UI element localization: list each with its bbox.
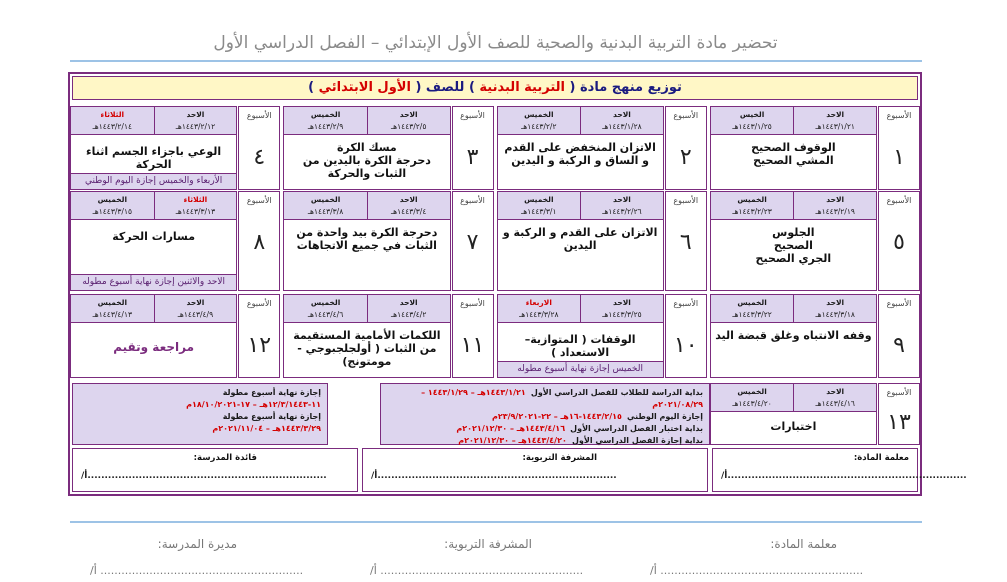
week-number: ٥ [893,230,905,255]
week-start-date: ١٤٤٣/٢/١٩هـ [815,207,855,216]
week-content-cell [497,106,664,190]
week-start-day: الاحد [186,298,205,307]
week-start [580,107,663,135]
week-content-cell [70,294,237,378]
signature-principal: قائدة المدرسة: /أ...................................................................... [72,448,358,492]
week-start-date: ١٤٤٣/٢/١٢هـ [175,122,216,131]
week-end-date: ١٤٤٣/٢/٢٣هـ [732,207,772,216]
week-start [793,107,876,135]
week-number: ٩ [893,333,905,358]
week-end-day: الخميس [310,110,341,119]
week-number: ١١ [460,333,485,358]
week-end-day: الخميس [737,195,767,204]
week-end-date: ١٤٤٣/٤/٦هـ [307,310,344,319]
week-content-cell [710,191,877,291]
week-topic: الاتزان على القدم و الركبة و اليدين [502,226,658,252]
week-start-day: الاحد [612,110,631,119]
week-start-date: ١٤٤٣/١/٢١هـ [815,122,855,131]
week-start-day: الاحد [826,110,845,119]
week-number: ١٢ [247,333,272,358]
week-number: ١٣ [887,410,911,435]
week-dates-header [498,295,663,323]
week-start-day: الاحد [612,195,631,204]
week-dates-header [284,192,449,220]
week-label: الأسبوع [886,388,912,397]
week-number: ٨ [253,230,266,255]
week-content-cell [710,106,877,190]
semester-dates-box: بداية الدراسة للطلاب للفصل الدراسي الأول ١٤٤٣/١/٢١هـ – ١٤٤٣/١/٢٩ – ٢٠٢١/٠٨/٢٩م إجازة اليوم الوطني ١٤٤٣/٢/١٥-١٦هـ – ٢٢-٢٣/٩/٢٠٢١م بداية اختبار الفصل الدراسي الأول ١٤٤٣/٤/١٦هـ – ٢٠٢١/١٢/٣٠م بداية إجازة الفصل الدراسي الأول ١٤٤٣/٤/٢٠هـ – ٢٠٢١/١٢/٣٠م [380,383,710,445]
week-number: ٤ [253,145,266,170]
week-label: الأسبوع [673,196,699,205]
week-start-day: الاحد [826,387,845,396]
week-label: الأسبوع [673,111,699,120]
week-label: الأسبوع [460,196,485,205]
banner-text: توزيع منهج مادة ( [569,80,682,95]
footer-teacher-label: معلمة المادة: [770,537,837,551]
week-label: الأسبوع [460,111,485,120]
week-end [498,295,581,323]
week-end [71,192,154,220]
week-topic: مراجعة وتقيم [113,340,195,354]
week-start-date: ١٤٤٣/٣/١٣هـ [175,207,216,216]
week-start [793,295,876,323]
week-end [284,295,367,323]
holidays-box: إجازة نهاية أسبوع مطولة ١١-١٢/٣/١٤٤٣هـ – ١٧-١٨/١٠/٢٠٢١م إجازة نهاية أسبوع مطولة ١٤٤٣/٣/٢٩هـ – ٢٠٢١/١١/٠٤م [72,383,328,445]
week-content-cell [283,106,450,190]
week-start-date: ١٤٤٣/٢/٥هـ [390,122,427,131]
week-number: ١ [893,145,905,170]
week-start-date: ١٤٤٣/٤/٢هـ [390,310,427,319]
week-start-date: ١٤٤٣/٢/٢٦هـ [602,207,642,216]
week-end-date: ١٤٤٣/٤/٢٠هـ [732,399,772,408]
week-end [711,107,794,135]
week-start-date: ١٤٤٣/٣/٤هـ [390,207,427,216]
week-number-cell [452,106,494,190]
week-end-date: ١٤٤٣/٤/١٣هـ [92,310,133,319]
week-end-day: الخيس [739,110,765,119]
week-dates-header [498,192,663,220]
week-start-day: الثلاثاء [183,195,208,204]
week-number-cell [665,191,707,291]
week-start [154,107,237,135]
week-label: الأسبوع [886,299,912,308]
week-dates-header [711,192,876,220]
week-end [284,192,367,220]
week-label: الأسبوع [886,111,912,120]
week-end [711,295,794,323]
week-end-date: ١٤٤٣/١/٢٥هـ [732,122,772,131]
week-dates-header [711,107,876,135]
week-note: الخميس إجازة نهاية أسبوع مطوله [498,361,663,377]
week-start-day: الاحد [826,195,845,204]
week-start [793,384,876,412]
week-end-date: ١٤٤٣/٢/١٤هـ [92,122,133,131]
footer-rule [70,521,922,523]
week-number-cell [878,191,920,291]
week-end [284,107,367,135]
week-number: ٦ [679,230,692,255]
week-end [711,384,794,412]
week-topic: اللكمات الأمامية المستقيمة من الثبات ( أولجلجبوجي - مومتونج) [293,329,441,368]
banner-text: ) [308,80,315,95]
week-number: ١٠ [673,333,698,358]
week-start [793,192,876,220]
week-start-date: ١٤٤٣/٤/١٦هـ [815,399,855,408]
footer-supervisor-label: المشرفة التربوية: [444,537,532,551]
week-end-day: الخميس [737,298,767,307]
week-number-cell [238,191,280,291]
banner-grade: الأول الابتدائي [318,80,411,95]
week-start [580,295,663,323]
week-end [711,192,794,220]
week-end-day: الخميس [310,298,341,307]
week-content-cell [70,191,237,291]
week-start-day: الاحد [399,195,418,204]
week-content-cell [710,294,877,378]
week-number-cell [878,294,920,378]
week-dates-header [71,295,236,323]
week-number-cell [238,294,280,378]
week-start-date: ١٤٤٣/١/٢٨هـ [602,122,642,131]
week-content-cell [497,191,664,291]
title-underline [70,60,922,62]
curriculum-table [68,72,967,496]
week-start-day: الاحد [826,298,845,307]
week-topic: الاتزان المنخفض على القدم و الساق و الركبة و اليدين [504,141,656,167]
week-end [71,295,154,323]
week-content-cell [497,294,664,378]
week-end-day: الخميس [737,387,767,396]
banner-subject: التربية البدنية [479,80,565,95]
week-content-cell [70,106,237,190]
week-note: الأربعاء والخميس إجازة اليوم الوطني [71,173,236,189]
signature-teacher: معلمة المادة: /أ...................................................................... [712,448,918,492]
week-content-cell [283,191,450,291]
banner-text: ) للصف ( [415,80,475,95]
week-dates-header [498,107,663,135]
week-end-date: ١٤٤٣/٢/٢هـ [521,122,557,131]
week-start-day: الاحد [399,298,418,307]
week-end-day: الثلاثاء [100,110,125,119]
week-end-date: ١٤٤٣/٢/٩هـ [307,122,344,131]
week-label: الأسبوع [886,196,912,205]
week-label: الأسبوع [246,299,272,308]
week-label: الأسبوع [673,299,699,308]
week-end-day: الخميس [524,195,554,204]
week-number-cell [238,106,280,190]
week-start-date: ١٤٤٣/٣/١٨هـ [815,310,855,319]
footer-teacher-dots: /أ .......................................................... [650,564,864,577]
footer-principal-label: مديرة المدرسة: [157,537,237,551]
week-end-date: ١٤٤٣/٣/١٥هـ [92,207,133,216]
week-topic: اختبارات [770,420,817,433]
week-number-cell [665,106,707,190]
week-number-cell [452,294,494,378]
week-note: الاحد والاثنين إجازة نهاية أسبوع مطوله [71,274,236,290]
week-start [367,192,450,220]
footer-principal-dots: /أ .......................................................... [90,564,304,577]
week-start-date: ١٤٤٣/٤/٩هـ [177,310,214,319]
week-topic: مسارات الحركة [112,230,196,243]
week-start-date: ١٤٤٣/٣/٢٥هـ [602,310,642,319]
week-start [154,295,237,323]
week-end-date: ١٤٤٣/٣/١هـ [521,207,557,216]
week-number-cell [452,191,494,291]
week-content-cell [710,383,877,445]
week-dates-header [71,107,236,135]
week-topic: وقفه الانتباه وغلق قبضة اليد [715,329,872,342]
week-start [580,192,663,220]
week-label: الأسبوع [460,299,485,308]
week-topic: الوعي باجزاء الجسم اثناء الحركة [86,145,222,171]
week-end-date: ١٤٤٣/٣/٢٢هـ [732,310,772,319]
week-label: الأسبوع [246,111,272,120]
week-end-day: الخميس [310,195,341,204]
week-start [367,107,450,135]
week-end [498,192,581,220]
week-start-day: الاحد [612,298,631,307]
week-end-day: الخميس [97,195,128,204]
week-end [498,107,581,135]
week-number: ٣ [466,145,479,170]
week-topic: الوقفات ( المتوازية– الاستعداد ) [524,333,636,359]
signature-supervisor: المشرفة التربوية: /أ...................................................................... [362,448,708,492]
week-dates-header [284,107,449,135]
week-label: الأسبوع [246,196,272,205]
week-dates-header [711,384,876,412]
footer-supervisor-dots: /أ .......................................................... [370,564,584,577]
week-number: ٧ [466,230,479,255]
week-dates-header [71,192,236,220]
week-end-date: ١٤٤٣/٣/٢٨هـ [519,310,559,319]
week-start [154,192,237,220]
week-end-day: الخميس [97,298,128,307]
week-end-day: الخميس [524,110,554,119]
week-end [71,107,154,135]
week-dates-header [711,295,876,323]
week-start-day: الاحد [399,110,418,119]
week-content-cell [283,294,450,378]
week-number-cell [878,383,920,445]
page-title: تحضير مادة التربية البدنية والصحية للصف الأول الإبتدائي – الفصل الدراسي الأول [213,33,778,53]
week-start [367,295,450,323]
week-end-day: الاربعاء [525,298,552,307]
week-number: ٢ [679,145,692,170]
week-topic: الجلوس الصحيح الجري الصحيح [755,226,832,265]
week-number-cell [665,294,707,378]
week-start-day: الاحد [186,110,205,119]
table-banner [72,76,918,100]
week-topic: مسك الكرة دحرجة الكرة باليدين من الثبات والحركة [302,141,431,180]
week-number-cell [878,106,920,190]
week-dates-header [284,295,449,323]
week-topic: الوقوف الصحيح المشي الصحيح [751,141,836,167]
week-topic: دحرجة الكرة بيد واحدة من الثبات في جميع الاتجاهات [296,226,438,252]
week-end-date: ١٤٤٣/٣/٨هـ [307,207,344,216]
